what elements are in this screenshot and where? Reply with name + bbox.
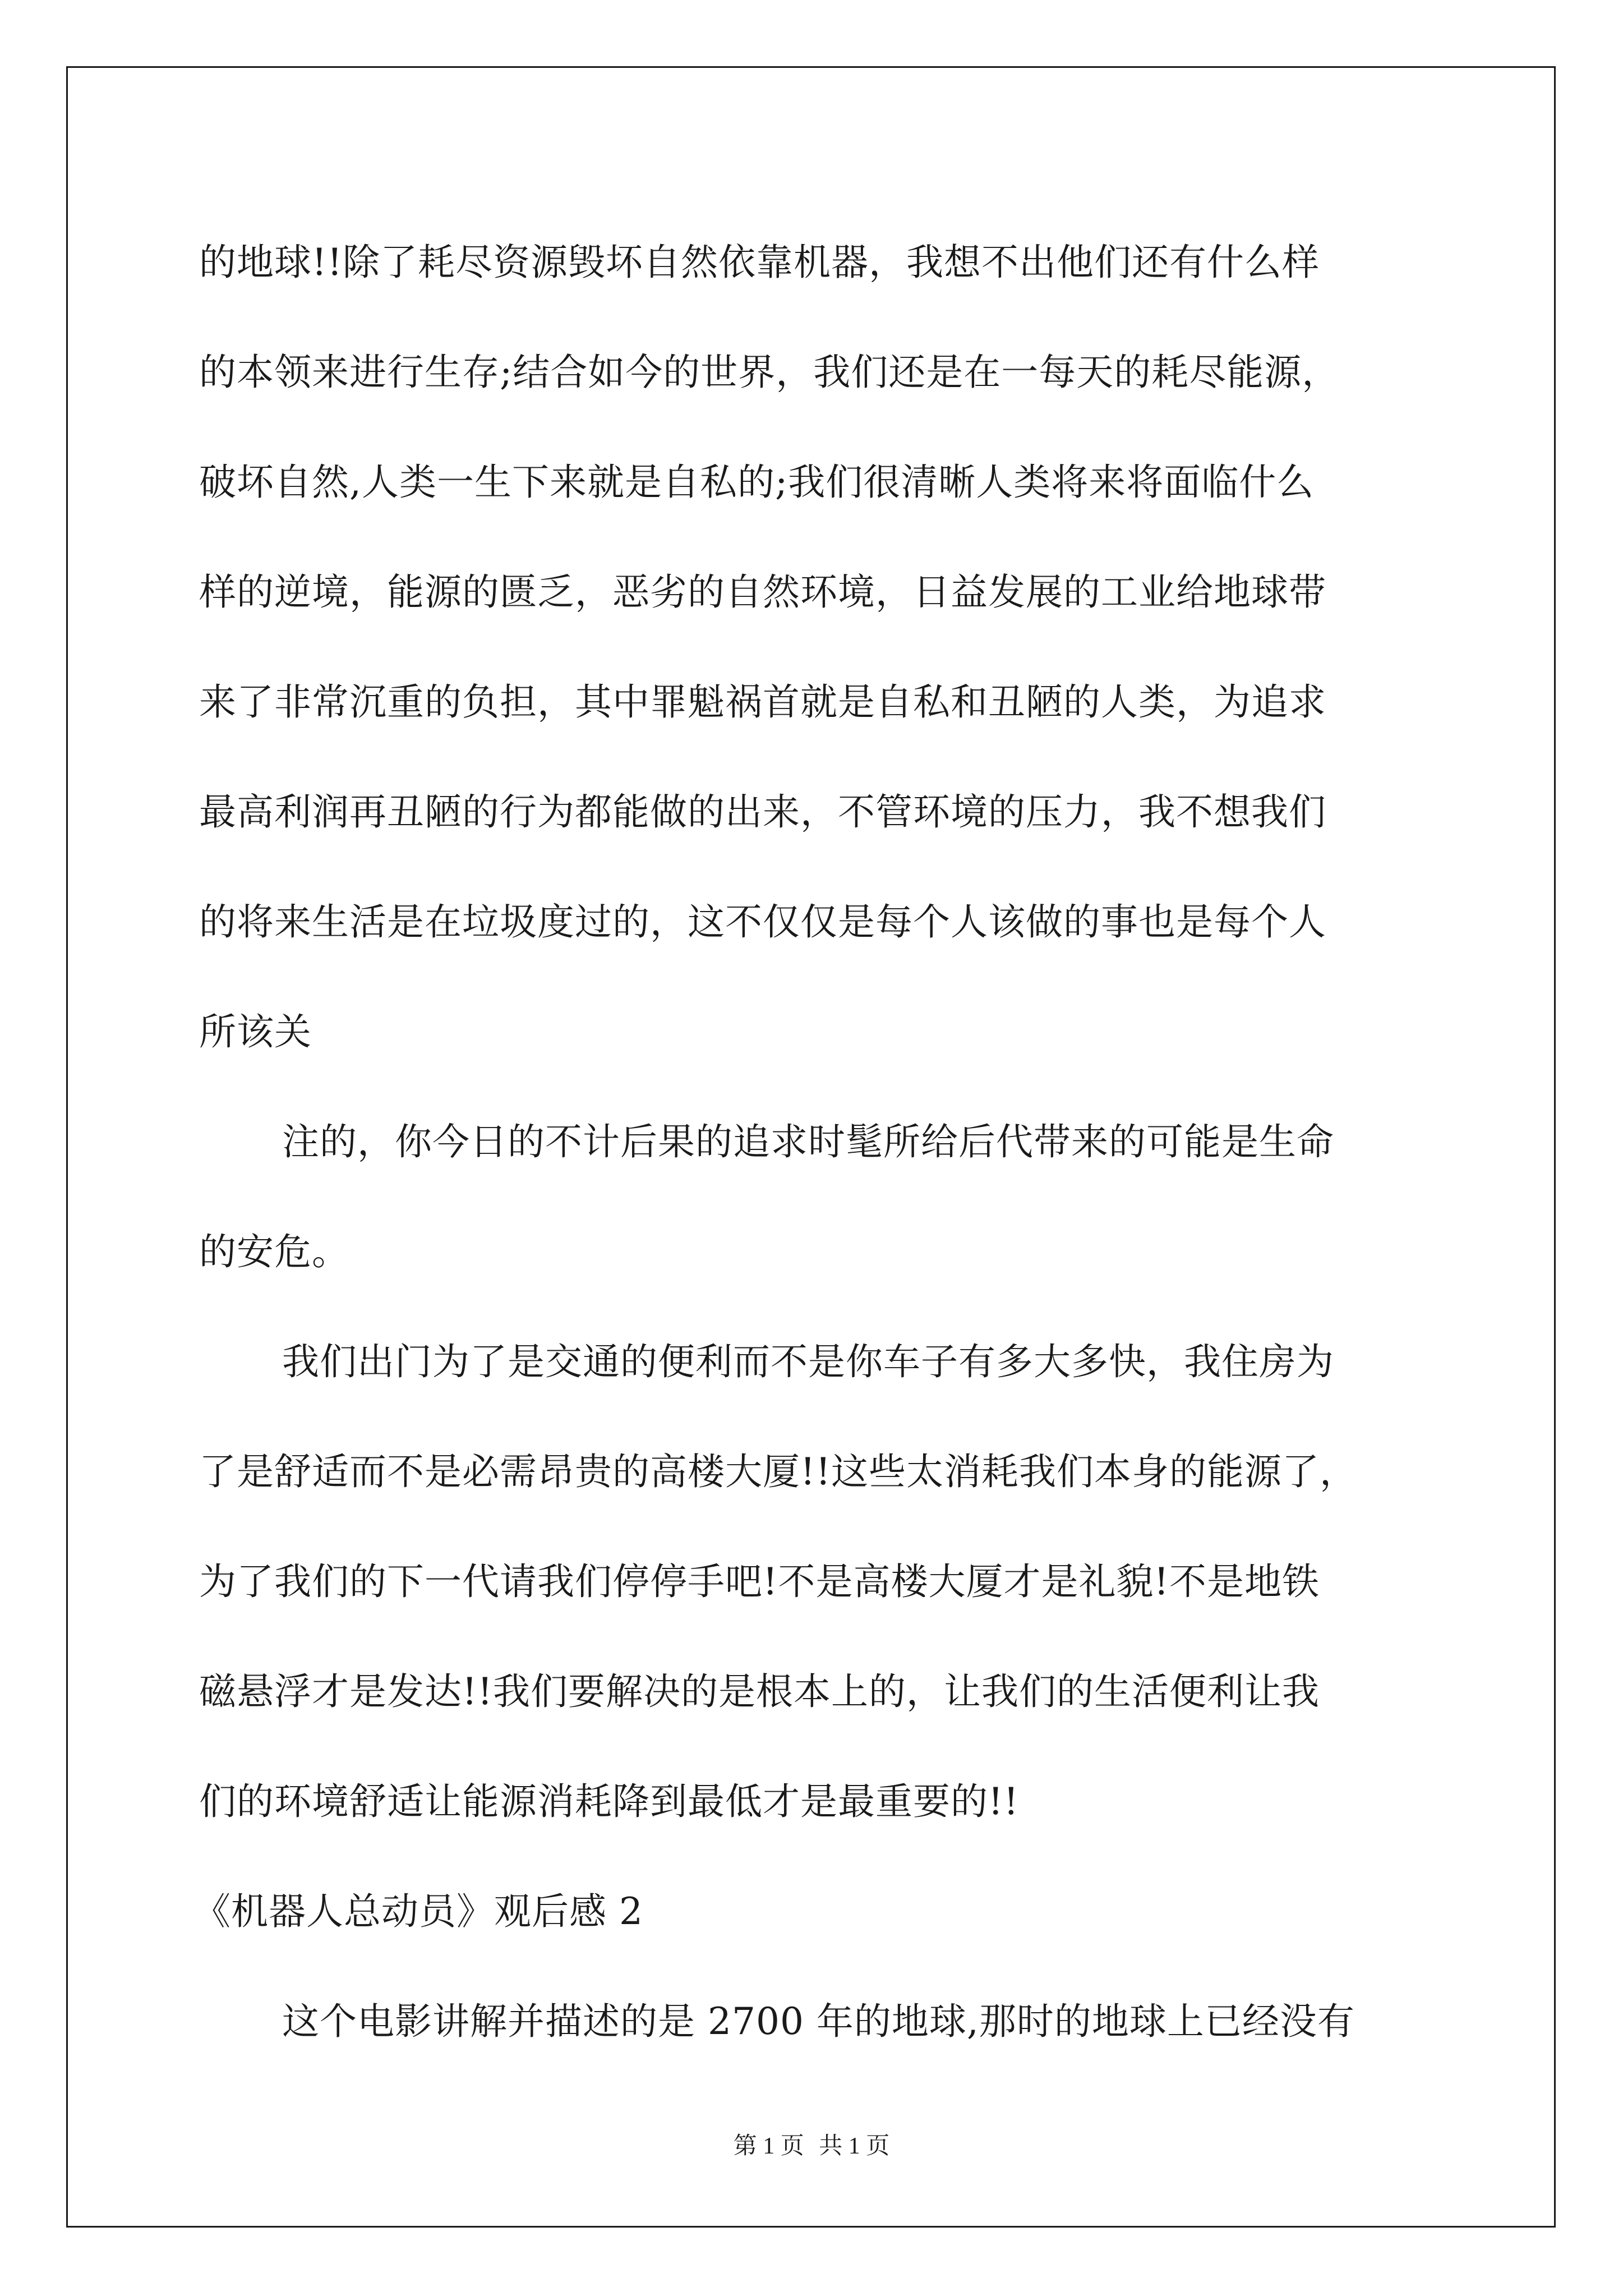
text-line: 的本领来进行生存;结合如今的世界，我们还是在一每天的耗尽能源， (199, 351, 1340, 394)
text-line: 样的逆境，能源的匮乏，恶劣的自然环境，日益发展的工业给地球带 (199, 570, 1326, 614)
document-body (193, 208, 1433, 2077)
text-line: 了是舒适而不是必需昂贵的高楼大厦!!这些太消耗我们本身的能源了， (199, 1450, 1358, 1493)
text-line: 的将来生活是在垃圾度过的，这不仅仅是每个人该做的事也是每个人 (199, 900, 1326, 944)
text-line: 破坏自然,人类一生下来就是自私的;我们很清晰人类将来将面临什么 (199, 461, 1315, 504)
text-line: 的地球!!除了耗尽资源毁坏自然依靠机器，我想不出他们还有什么样 (199, 241, 1320, 284)
text-line: 最高利润再丑陋的行为都能做的出来，不管环境的压力，我不想我们 (199, 790, 1326, 834)
text-line: 所该关 (199, 1010, 312, 1053)
page-total: 共 1 页 (819, 2133, 890, 2159)
text-line: 磁悬浮才是发达!!我们要解决的是根本上的，让我们的生活便利让我 (199, 1670, 1320, 1713)
page-footer (0, 2127, 1623, 2161)
page-number: 第 1 页 (733, 2133, 804, 2159)
text-line: 来了非常沉重的负担，其中罪魁祸首就是自私和丑陋的人类，为追求 (199, 680, 1326, 724)
text-line: 的安危。 (199, 1230, 349, 1273)
text-line: 这个电影讲解并描述的是 2700 年的地球,那时的地球上已经没有 (282, 2000, 1355, 2043)
text-line: 们的环境舒适让能源消耗降到最低才是最重要的!! (199, 1780, 1020, 1823)
text-line: 注的，你今日的不计后果的追求时髦所给后代带来的可能是生命 (282, 1120, 1334, 1163)
text-line: 我们出门为了是交通的便利而不是你车子有多大多快，我住房为 (282, 1340, 1334, 1383)
text-line: 为了我们的下一代请我们停停手吧!不是高楼大厦才是礼貌!不是地铁 (199, 1560, 1320, 1603)
section-heading: 《机器人总动员》观后感 2 (193, 1890, 643, 1933)
